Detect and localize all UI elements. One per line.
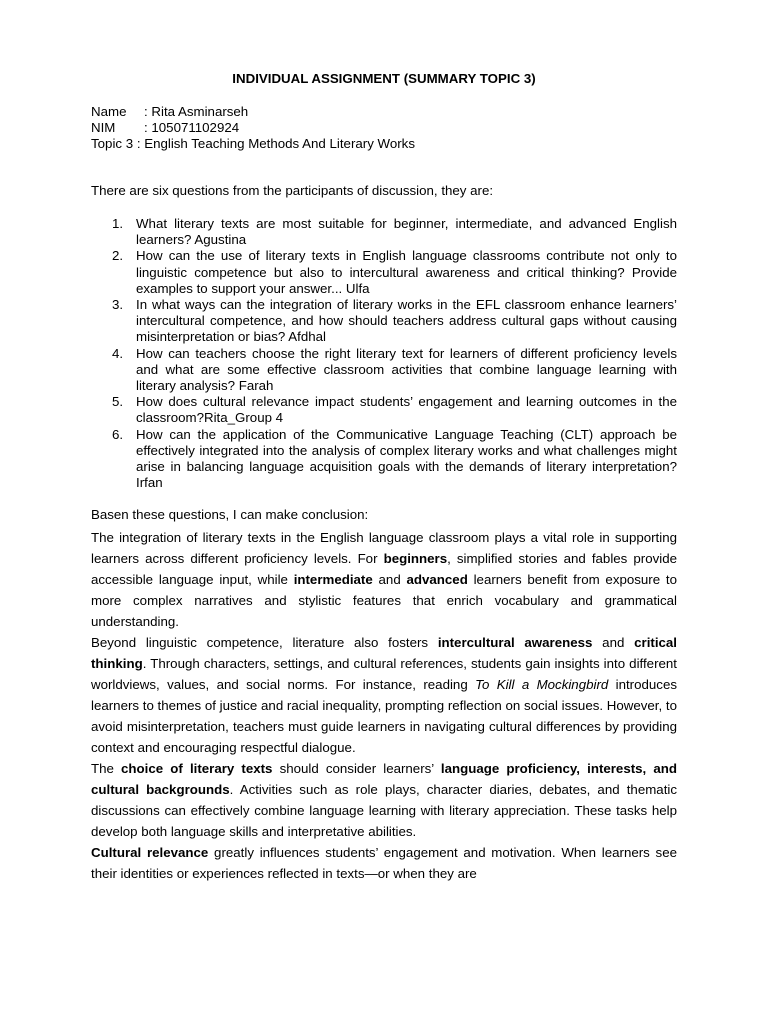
text-run: . Activities such as role plays, character diaries, debates, and thematic discussions can effectively combine language learning with literary appreciation. These tasks help develop both language skills and interpretative abilities. xyxy=(91,782,677,839)
text-run: The xyxy=(91,761,122,776)
question-list xyxy=(91,216,677,491)
list-number: 5. xyxy=(112,394,124,410)
intro-text: There are six questions from the participants of discussion, they are: xyxy=(91,183,494,198)
bold-term: critical thinking xyxy=(91,635,677,671)
bold-term: beginners xyxy=(383,551,448,566)
bold-term: choice of literary texts xyxy=(121,761,273,776)
question-text: How can the application of the Communicative Language Teaching (CLT) approach be effectively integrated into the analysis of complex literary works and what challenges might arise in balancing language acquisition goals with the demands of literary interpretation? Irfan xyxy=(136,426,677,491)
topic-line: Topic 3 : English Teaching Methods And Literary Works xyxy=(91,136,415,151)
conclusion-body xyxy=(91,527,677,884)
list-item xyxy=(91,216,677,248)
list-number: 6. xyxy=(112,426,124,442)
list-item xyxy=(91,248,677,297)
text-run: introduces learners to themes of justice and racial inequality, prompting reflection on social issues. However, to avoid misinterpretation, teachers must guide learners in navigating cultural differences by providing context and encouraging respectful dialogue. xyxy=(91,677,677,755)
bold-term: Cultural relevance xyxy=(91,845,209,860)
bold-term: advanced xyxy=(406,572,468,587)
list-number: 2. xyxy=(112,248,124,264)
conclusion-lead: Basen these questions, I can make conclusion: xyxy=(91,507,369,522)
book-title: To Kill a Mockingbird xyxy=(475,677,609,692)
list-item xyxy=(91,346,677,395)
name-row xyxy=(91,104,415,120)
paragraph-cultural-relevance xyxy=(91,842,677,884)
text-run: , simplified stories and fables provide accessible language input, while xyxy=(91,551,677,587)
list-number: 4. xyxy=(112,345,124,361)
paragraph-proficiency xyxy=(91,527,677,632)
student-info xyxy=(91,104,415,152)
question-text: How does cultural relevance impact students’ engagement and learning outcomes in the classroom?Rita_Group 4 xyxy=(136,394,677,426)
name-value: : Rita Asminarseh xyxy=(144,104,249,119)
bold-term: intermediate xyxy=(293,572,373,587)
list-item xyxy=(91,297,677,346)
list-number: 3. xyxy=(112,297,124,313)
nim-value: : 105071102924 xyxy=(144,120,240,135)
text-run: should consider learners’ xyxy=(272,761,441,776)
text-run: learners benefit from exposure to more complex narratives and stylistic features that enrich vocabulary and grammatical understanding. xyxy=(91,572,677,629)
text-run: . Through characters, settings, and cultural references, students gain insights into different worldviews, values, and social norms. For instance, reading xyxy=(91,656,677,692)
text-run: and xyxy=(372,572,407,587)
text-run: and xyxy=(592,635,635,650)
list-item xyxy=(91,394,677,426)
list-number: 1. xyxy=(112,216,124,231)
paragraph-text-choice xyxy=(91,758,677,842)
text-run: Beyond linguistic competence, literature also fosters xyxy=(91,635,438,650)
nim-row xyxy=(91,120,415,136)
nim-label: NIM xyxy=(91,120,116,135)
text-run: greatly influences students’ engagement and motivation. When learners see their identities or experiences reflected in texts—or when they are xyxy=(91,845,677,881)
question-text: What literary texts are most suitable for beginner, intermediate, and advanced English learners? Agustina xyxy=(136,216,677,248)
text-run: The integration of literary texts in the English language classroom plays a vital role in supporting learners across different proficiency levels. For xyxy=(91,530,677,566)
list-item xyxy=(91,427,677,492)
question-text: In what ways can the integration of literary works in the EFL classroom enhance learners’ intercultural competence, and how should teachers address cultural gaps without causing misinterpretation or bias? Afdhal xyxy=(136,297,677,345)
question-text: How can the use of literary texts in English language classrooms contribute not only to linguistic competence but also to intercultural awareness and critical thinking? Provide examples to support your answer... Ulfa xyxy=(136,248,677,296)
question-text: How can teachers choose the right literary text for learners of different proficiency levels and what are some effective classroom activities that combine language learning with literary analysis? Farah xyxy=(136,345,677,394)
name-label: Name xyxy=(91,104,127,119)
paragraph-intercultural xyxy=(91,632,677,758)
bold-term: intercultural awareness xyxy=(437,635,593,650)
document-title: INDIVIDUAL ASSIGNMENT (SUMMARY TOPIC 3) xyxy=(232,71,536,86)
bold-term: language proficiency, interests, and cultural backgrounds xyxy=(91,761,677,797)
